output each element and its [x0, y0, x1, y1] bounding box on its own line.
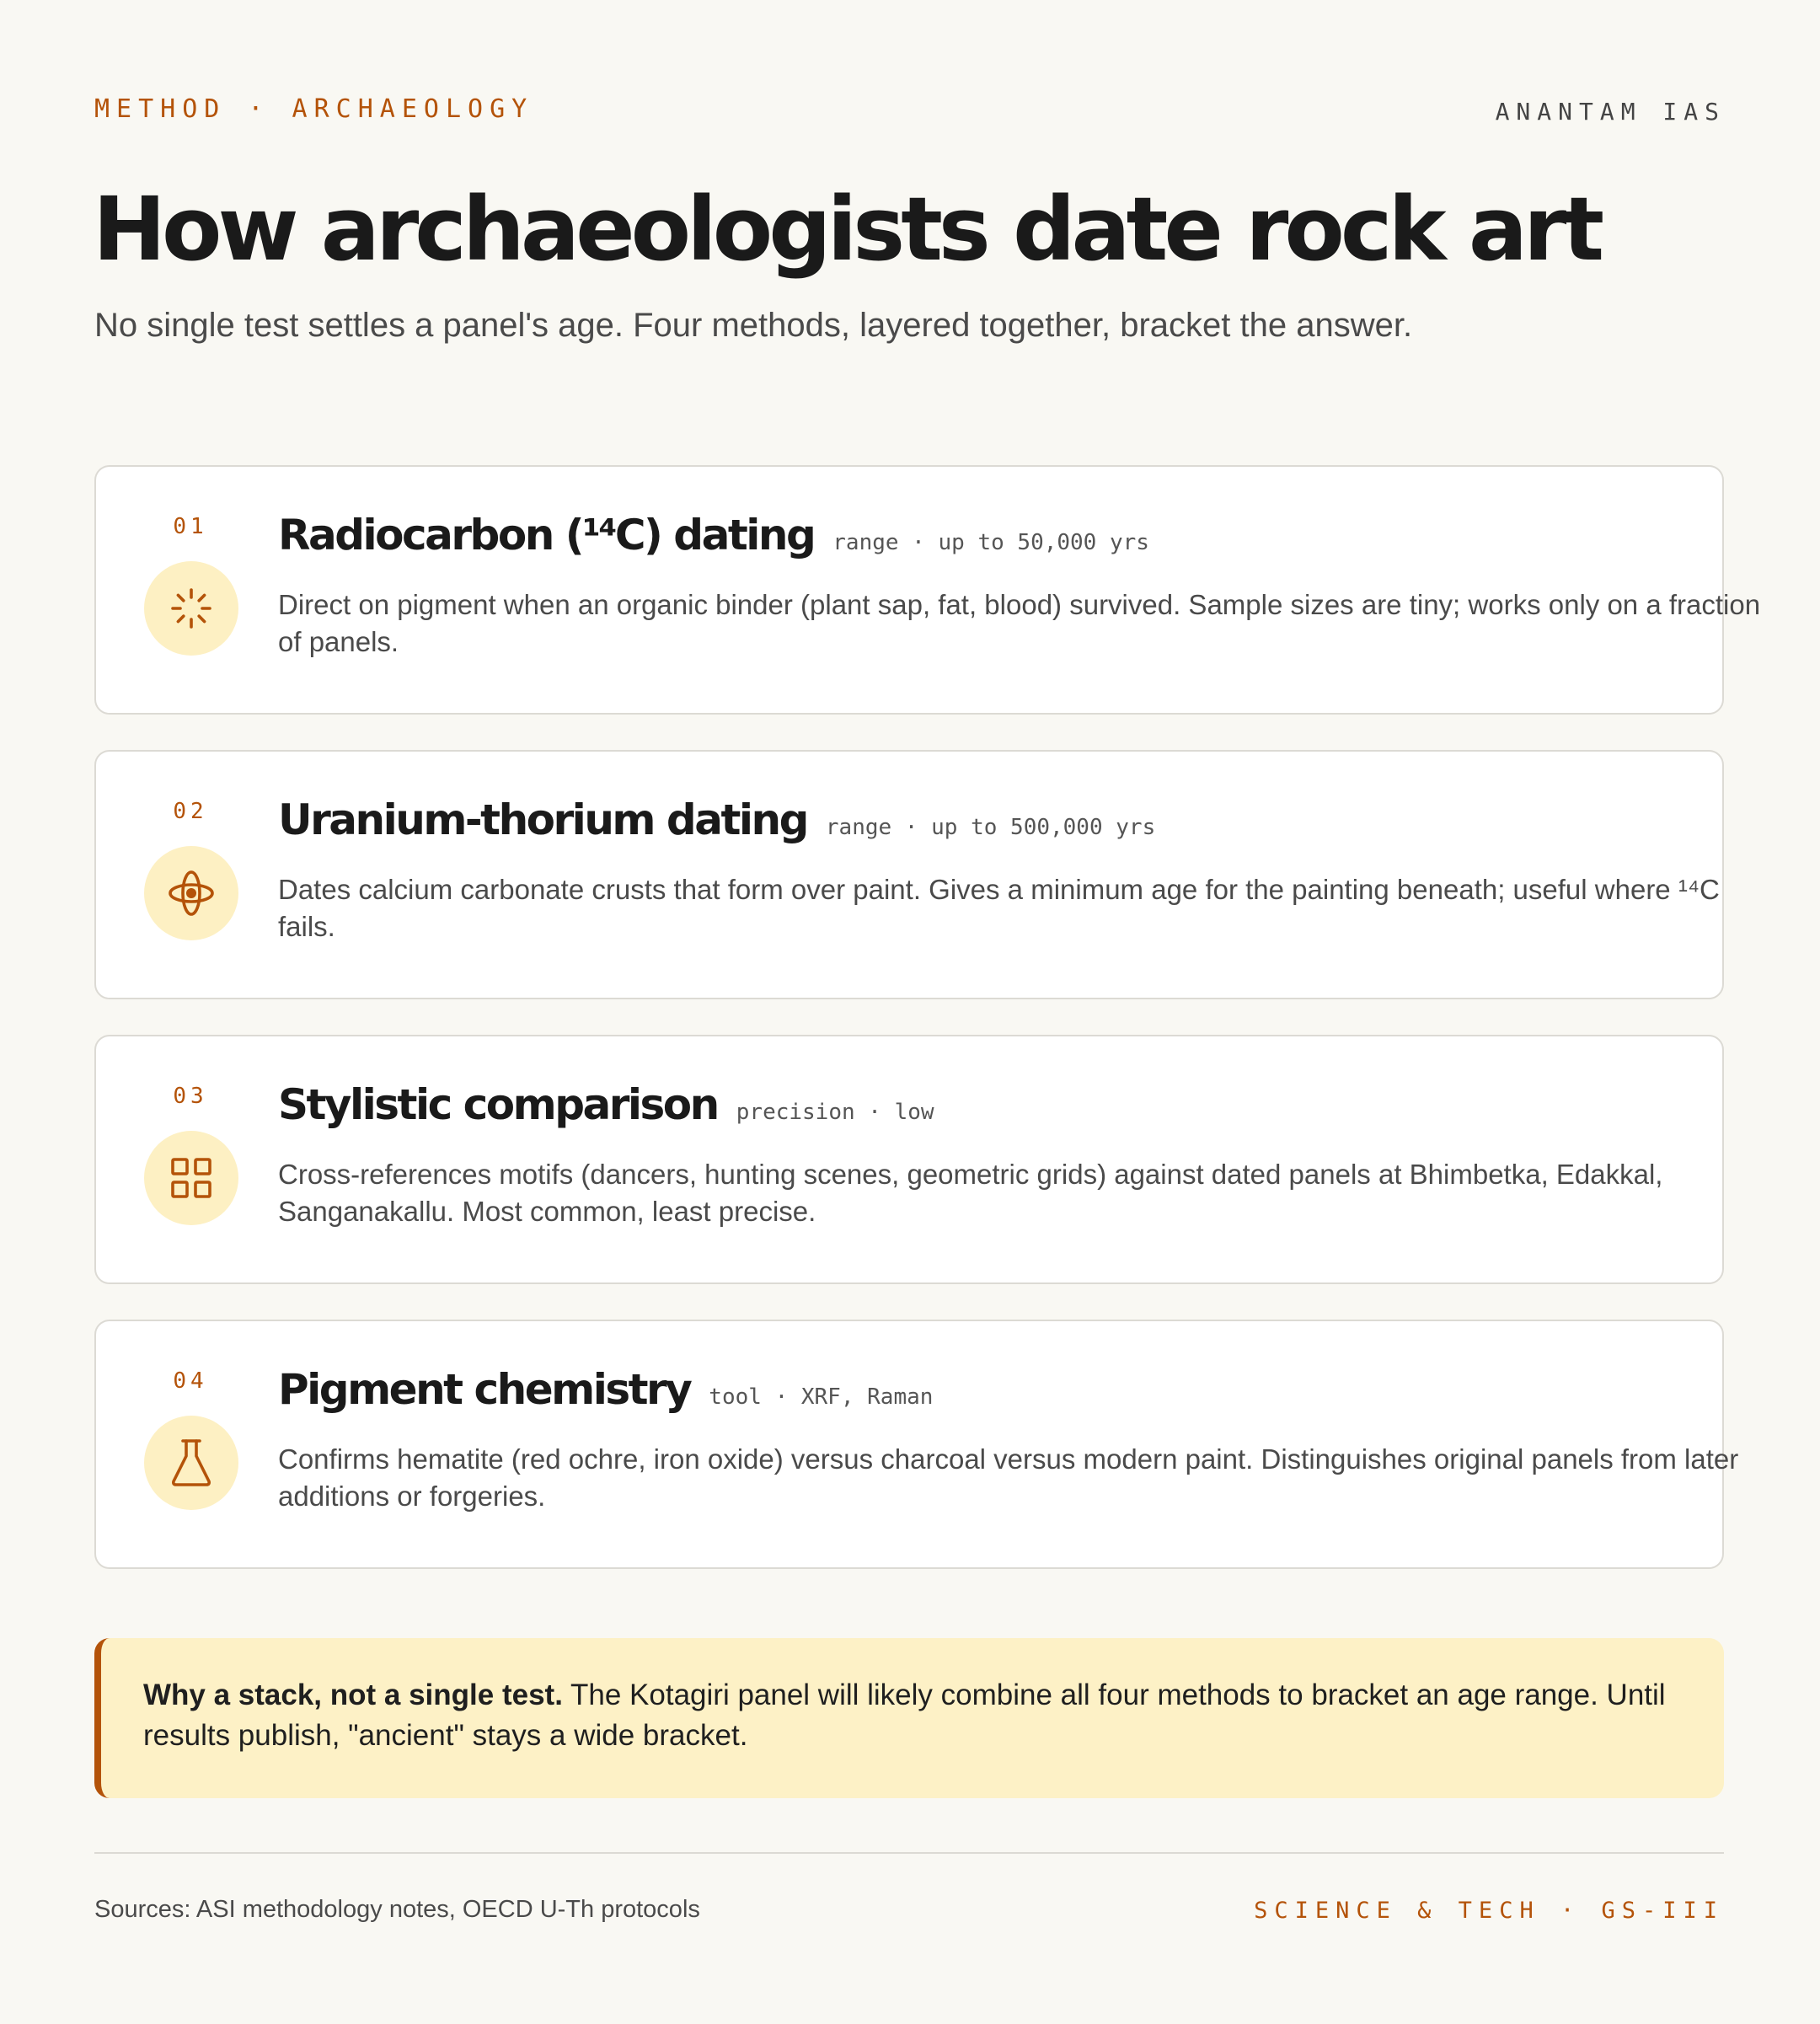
- method-icon-badge: [144, 561, 238, 656]
- flask-icon: [169, 1438, 213, 1488]
- method-card-uranium-thorium: [94, 750, 1724, 999]
- grid-icon: [169, 1156, 213, 1200]
- method-card-stylistic: [94, 1035, 1724, 1284]
- brand-label: ANANTAM IAS: [1495, 98, 1726, 126]
- callout-body: The Kotagiri panel will likely combine all four methods to bracket an age range. Until results publish, "ancient" stays a wide bracket.: [143, 1679, 1666, 1752]
- method-number: 02: [173, 799, 208, 824]
- method-title: Pigment chemistry: [278, 1365, 691, 1414]
- method-description: Cross-references motifs (dancers, hunting scenes, geometric grids) against dated panels at Bhimbetka, Edakkal, Sanganakallu. Most common, least precise.: [278, 1159, 1663, 1227]
- method-title: Uranium-thorium dating: [278, 795, 807, 844]
- method-number: 04: [173, 1368, 208, 1394]
- method-title: Stylistic comparison: [278, 1080, 718, 1129]
- top-bar: [94, 94, 1726, 128]
- method-heading: [278, 795, 1155, 844]
- callout-box: [94, 1638, 1724, 1798]
- callout-lead: Why a stack, not a single test.: [143, 1679, 563, 1711]
- method-description: Direct on pigment when an organic binder (plant sap, fat, blood) survived. Sample sizes are tiny; works only on a fraction of panels.: [278, 589, 1761, 657]
- sources-note: Sources: ASI methodology notes, OECD U-Th protocols: [94, 1896, 700, 1923]
- section-tag: SCIENCE & TECH · GS-III: [1254, 1898, 1724, 1924]
- method-heading: [278, 1365, 933, 1414]
- method-card-pigment-chemistry: [94, 1320, 1739, 1569]
- method-heading: [278, 511, 1149, 560]
- atom-icon: [166, 868, 217, 918]
- method-tag: tool · XRF, Raman: [709, 1384, 934, 1410]
- method-card-radiocarbon: [94, 465, 1761, 715]
- method-tag: range · up to 500,000 yrs: [825, 815, 1156, 840]
- sunburst-icon: [169, 586, 213, 630]
- method-number: 03: [173, 1084, 208, 1109]
- method-icon-badge: [144, 1131, 238, 1225]
- method-tag: range · up to 50,000 yrs: [832, 530, 1149, 555]
- page-title: How archaeologists date rock art: [93, 178, 1601, 281]
- eyebrow-label: METHOD · ARCHAEOLOGY: [94, 94, 534, 124]
- page-subtitle: No single test settles a panel's age. Four methods, layered together, bracket the answer.: [94, 307, 1413, 344]
- footer-divider: [94, 1852, 1724, 1854]
- method-description: Confirms hematite (red ochre, iron oxide) versus charcoal versus modern paint. Distinguishes original panels from later additions or forgeries.: [278, 1443, 1739, 1512]
- method-number: 01: [173, 514, 208, 539]
- method-heading: [278, 1080, 934, 1129]
- method-tag: precision · low: [736, 1100, 934, 1125]
- method-icon-badge: [144, 1416, 238, 1510]
- method-description: Dates calcium carbonate crusts that form over paint. Gives a minimum age for the painting beneath; useful where ¹⁴C fails.: [278, 874, 1720, 942]
- method-icon-badge: [144, 846, 238, 940]
- method-title: Radiocarbon (¹⁴C) dating: [278, 511, 815, 560]
